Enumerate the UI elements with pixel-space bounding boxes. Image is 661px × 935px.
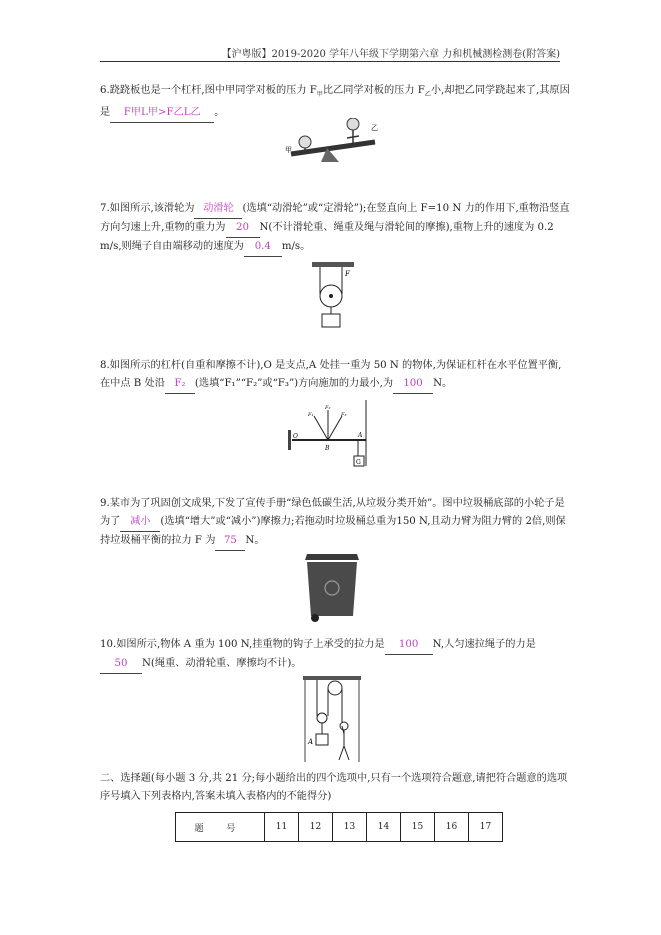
bin-lid bbox=[305, 554, 359, 560]
q6-number: 6. bbox=[100, 85, 110, 96]
label-O: O bbox=[293, 433, 298, 440]
table-cell-15: 15 bbox=[401, 813, 435, 842]
label-F1: F₁ bbox=[308, 412, 314, 418]
q8-text-a: 8.如图所示的杠杆(自重和摩擦不计),O 是支点,A 处挂一重为 50 N 的物体,为保证杠杆在水平位置平衡,在中点 B 处沿 bbox=[100, 360, 562, 389]
ceiling-bar bbox=[303, 676, 361, 680]
q6-text-a: 跷跷板也是一个杠杆,图中甲同学对板的压力 F bbox=[109, 85, 317, 96]
question-6 bbox=[100, 82, 570, 123]
q9-answer-2: 75 bbox=[215, 532, 245, 551]
pulley-axle bbox=[329, 294, 333, 298]
bin-body bbox=[307, 562, 357, 616]
q7-text-b: (选填“动滑轮”或“定滑轮”);在竖直向上 F=10 N 力的作用下,重物沿竖直方向匀速上升,重物的重力为 bbox=[100, 203, 570, 233]
q10-answer-2: 50 bbox=[100, 655, 142, 674]
q10-text-b: N,人匀速拉绳子的力是 bbox=[432, 639, 536, 650]
q8-text-b: (选填“F₁”“F₂”或“F₃”)方向施加的力最小,为 bbox=[194, 378, 394, 389]
q6-sub-a: 甲 bbox=[316, 91, 323, 99]
q9-answer-1: 减小 bbox=[120, 513, 160, 532]
bin-wheel bbox=[311, 614, 319, 622]
q9-text-a: 9.某市为了巩固创文成果,下发了宣传手册“绿色低碳生活,从垃圾分类开始”。图中垃圾桶底部的小轮子是为了 bbox=[100, 498, 565, 527]
label-B: B bbox=[325, 445, 330, 452]
table-row bbox=[176, 813, 503, 842]
fixed-pulley bbox=[328, 681, 342, 695]
table-cell-16: 16 bbox=[435, 813, 469, 842]
q7-text-c: N(不计滑轮重、绳重及绳与滑轮间的摩擦),重物上升的速度为 0.2 m/s,则绳子自由端移动的速度为 bbox=[100, 222, 554, 252]
q10-text-c: N(绳重、动滑轮重、摩擦均不计)。 bbox=[142, 658, 302, 669]
header-rule bbox=[100, 61, 560, 62]
movable-pulley bbox=[317, 713, 327, 723]
q6-sub-b: 乙 bbox=[424, 91, 431, 99]
q10-text-a: 10.如图所示,物体 A 重为 100 N,挂重物的钩子上承受的拉力是 bbox=[100, 639, 385, 650]
label-G: G bbox=[356, 459, 361, 466]
table-cell-17: 17 bbox=[469, 813, 503, 842]
label-F: F bbox=[345, 270, 350, 278]
answer-table bbox=[175, 812, 503, 842]
q6-text-c: 小,却把乙同学跷起来了,其原因是 bbox=[100, 85, 570, 119]
wall bbox=[288, 430, 291, 450]
lever-figure bbox=[288, 400, 370, 470]
q7-answer-3: 0.4 bbox=[244, 238, 282, 257]
child-yi-head bbox=[347, 118, 359, 130]
seesaw-figure bbox=[283, 118, 383, 166]
label-A: A bbox=[308, 738, 314, 746]
q8-answer-1: F₂ bbox=[165, 375, 195, 394]
section-2-heading: 二、选择题(每小题 3 分,共 21 分;每小题给出的四个选项中,只有一个选项符合题意,请把符合题意的选项序号填入下列表格内,答案未填入表格内的不能得分) bbox=[100, 773, 568, 802]
question-9 bbox=[100, 495, 570, 551]
weight-block bbox=[322, 314, 340, 327]
q7-answer-1: 动滑轮 bbox=[194, 200, 242, 219]
q6-text-d: 。 bbox=[214, 107, 225, 119]
q7-text-a: 7.如图所示,该滑轮为 bbox=[100, 203, 195, 214]
q6-text-b: 比乙同学对板的压力 F bbox=[322, 85, 425, 96]
q10-answer-1: 100 bbox=[385, 636, 433, 655]
label-F2: F₂ bbox=[325, 405, 331, 411]
question-10 bbox=[100, 636, 570, 674]
table-cell-13: 13 bbox=[333, 813, 367, 842]
table-cell-11: 11 bbox=[265, 813, 299, 842]
table-head-cell: 题 号 bbox=[176, 813, 265, 842]
table-cell-14: 14 bbox=[367, 813, 401, 842]
label-yi: 乙 bbox=[371, 124, 378, 132]
trash-bin-figure bbox=[301, 552, 363, 624]
child-yi-body bbox=[347, 130, 359, 144]
q8-text-c: N。 bbox=[433, 378, 453, 389]
label-F3: F₃ bbox=[341, 412, 347, 418]
table-cell-12: 12 bbox=[299, 813, 333, 842]
q7-text-d: m/s。 bbox=[281, 241, 311, 252]
q7-answer-2: 20 bbox=[226, 219, 260, 238]
q9-text-c: N。 bbox=[245, 535, 265, 546]
movable-pulley-figure bbox=[312, 262, 354, 330]
question-8 bbox=[100, 357, 570, 394]
person-head bbox=[340, 722, 348, 730]
question-7 bbox=[100, 200, 570, 257]
object-A bbox=[316, 734, 328, 745]
page-header: 【沪粤版】2019-2020 学年八年级下学期第六章 力和机械测检测卷(附答案) bbox=[221, 49, 560, 60]
label-jia: 甲 bbox=[285, 146, 292, 154]
ceiling bbox=[312, 262, 354, 267]
child-jia-head bbox=[299, 136, 311, 148]
q6-answer: F甲L甲>F乙L乙 bbox=[110, 104, 214, 123]
label-A: A bbox=[358, 432, 363, 439]
force-arrows bbox=[314, 410, 342, 440]
q8-answer-2: 100 bbox=[393, 375, 433, 394]
person-body bbox=[339, 726, 349, 760]
q9-text-b: (选填“增大”或“减小”)摩擦力;若拖动时垃圾桶总重为150 N,且动力臂为阻力臂的 2倍,则保持垃圾桶平衡的拉力 F 为 bbox=[100, 516, 566, 546]
pulley-system-figure bbox=[303, 676, 361, 764]
